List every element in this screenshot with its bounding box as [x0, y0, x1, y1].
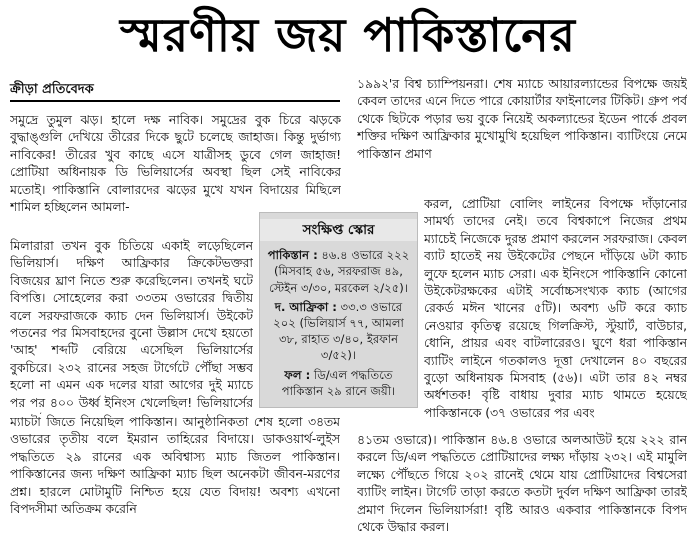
headline: স্মরণীয় জয় পাকিস্তানের: [120, 8, 576, 62]
byline-rule: [10, 100, 340, 102]
score-result-label: ফল :: [284, 367, 311, 382]
article-paragraph: ৪১তম ওভারে)। পাকিস্তান ৪৬.৪ ওভারে অলআউট হয়ে ২২২ রান করলে ডি/এল পদ্ধতিতে প্রোটিয়াদের লক্ষ্য দাঁড়ায় ২৩২। এই মামুলি লক্ষ্যে পৌঁছতে গিয়ে ২০২ রানেই থেমে যায় প্রোটিয়াদের বিশ্বসেরা ব্যাটিং লাইন। টার্গেট তাড়া করতে কতটা দুর্বল দক্ষিণ আফ্রিকা তারই প্রমাণ দিলেন ভিলিয়ার্সরা! বৃষ্টি আরও একবার পাকিস্তানকে বিপদ থেকে উদ্ধার করল।: [357, 433, 687, 535]
article-paragraph: সমুদ্রে তুমুল ঝড়। হালে দক্ষ নাবিক। সমুদ্রের বুক চিরে ঝড়কে বুদ্ধাঙ্গুলি দেখিয়ে তীরের দিকে ছুটে চলেছে জাহাজ। কিন্তু দুর্ভাগ্য নাবিকের! তীরের খুব কাছে এসে যাত্রীসহ ডুবে গেল জাহাজ! প্রোটিয়া অধিনায়ক ডি ভিলিয়ার্সের অবস্থা ছিল সেই নাবিকের মতোই। পাকিস্তানি বোলারদের ঝড়ের মুখে যখন বিদায়ের মিছিলে শামিল হচ্ছিলেন আমলা-: [10, 113, 341, 215]
article-column-f: [357, 432, 687, 544]
score-pakistan: [265, 247, 412, 296]
article-paragraph: ম্যাচটা জিতে নিয়েছিল পাকিস্তান। আনুষ্ঠানিকতা শেষ হলো ৩৪তম ওভারের তৃতীয় বলে ইমরান তাহিরের বিদায়ে। ডাকওয়ার্থ-লুইস পদ্ধতিতে ২৯ রানের এক অবিশ্বাস্য ম্যাচ জিতল পাকিস্তান। পাকিস্তানের জন্য দক্ষিণ আফ্রিকা ম্যাচ ছিল অনেকটা জীবন-মরণের প্রশ্ন। হারলে মোটামুটি নিশ্চিত হয়ে যেত বিদায়! অবশ্য এখনো বিপদসীমা অতিক্রম করেনি: [10, 415, 340, 517]
article-paragraph: করল, প্রোটিয়া বোলিং লাইনের বিপক্ষে দাঁড়ানোর সামর্থ্য তাদের নেই। তবে বিশ্বকাপে নিজের প্রথম ম্যাচেই নিজেকে দুরন্ত প্রমাণ করলেন সরফরাজ। কেবল ব্যাট হাতেই নয় উইকেটের পেছনে দাঁড়িয়ে ৬টা ক্যাচ লুফে হলেন ম্যাচ সেরা। এক ইনিংসে পাকিস্তানি কোনো উইকেটরক্ষকের এটাই সর্বোচ্চসংখ্যক ক্যাচ (আগের রেকর্ড মঈন খানের ৫টি)। অবশ্য ৬টি করে ক্যাচ নেওয়ার কৃতিত্ব রয়েছে গিলক্রিস্ট, স্টুয়ার্ট, বাউচার, ধোনি, প্রায়র এবং বাটলারেরও। ঘুণে ধরা পাকিস্তান ব্যাটিং লাইনে গতকালও দূত্তা দেখালেন ৪০ বছরের বুড়ো অধিনায়ক মিসবাহ (৫৬)। এটা তার ৪২ নম্বর অর্ধশতক! বৃষ্টি বাধায় দুবার ম্যাচ থামতে হয়েছে পাকিস্তানকে (৩৭ ওভারের পর এবং: [424, 197, 687, 420]
article-column-d: [424, 196, 687, 432]
article-column-b: [357, 76, 687, 196]
score-result: [265, 367, 412, 399]
article-paragraph: মিলারারা তখন বুক চিতিয়ে একাই লড়েছিলেন ভিলিয়ার্স। দক্ষিণ আফ্রিকার ক্রিকেটভক্তরা বিজয়ের ঘ্রাণ নিতে শুরু করেছিলেন। তখনই ঘটে বিপত্তি। সোহেলের করা ৩৩তম ওভারের দ্বিতীয় বলে সরফরাজকে ক্যাচ দেন ভিলিয়ার্স। উইকেট পতনের পর মিসবাহদের বুনো উল্লাস দেখে হয়তো 'আহ' শব্দটি বেরিয়ে এসেছিল ভিলিয়ার্সের বুকচিরে। ২৩২ রানের সহজ টার্গেটে পৌঁছা সম্ভব হলো না এমন এক দলের যারা আগের দুই ম্যাচে পর পর ৪০০ উর্ধ্ব ইনিংস খেলেছিল! ভিলিয়ার্সের: [10, 239, 253, 410]
score-title: সংক্ষিপ্ত স্কোর: [260, 219, 417, 241]
score-pakistan-text: ৪৬.৪ ওভারে ২২২ (মিসবাহ ৫৬, সরফরাজ ৪৯, স্টেইন ৩/৩০, মরকেল ২/২৫)।: [269, 248, 410, 295]
score-south-africa: [265, 299, 412, 364]
score-pakistan-label: পাকিস্তান :: [267, 248, 318, 263]
byline: ক্রীড়া প্রতিবেদক: [10, 82, 94, 97]
score-result-text: ডি/এল পদ্ধতিতে পাকিস্তান ২৯ রানে জয়ী।: [281, 367, 396, 398]
score-sa-label: দ. আফ্রিকা :: [274, 299, 337, 314]
score-sa-text: ৩৩.৩ ওভারে ২০২ (ভিলিয়ার্স ৭৭, আমলা ৩৮, রাহাত ৩/৪০, ইরফান ৩/৫২)।: [273, 299, 404, 363]
article-column-e: [10, 414, 340, 544]
article-paragraph: ১৯৯২'র বিশ্ব চ্যাম্পিয়নরা। শেষ ম্যাচে আয়ারল্যান্ডের বিপক্ষে জয়ই কেবল তাদের এনে দিতে পারে কোয়ার্টার ফাইনালের টিকিট। গ্রুপ পর্ব থেকে ছিটকে পড়ার ভয় বুকে নিয়েই অকল্যান্ডের ইডেন পার্কে প্রবল শক্তির দক্ষিণ আফ্রিকার মুখোমুখি হয়েছিল পাকিস্তান। ব্যাটিংয়ে নেমে পাকিস্তান প্রমাণ: [357, 77, 687, 161]
article-column-c: [10, 238, 253, 414]
score-summary-box: [259, 212, 418, 408]
